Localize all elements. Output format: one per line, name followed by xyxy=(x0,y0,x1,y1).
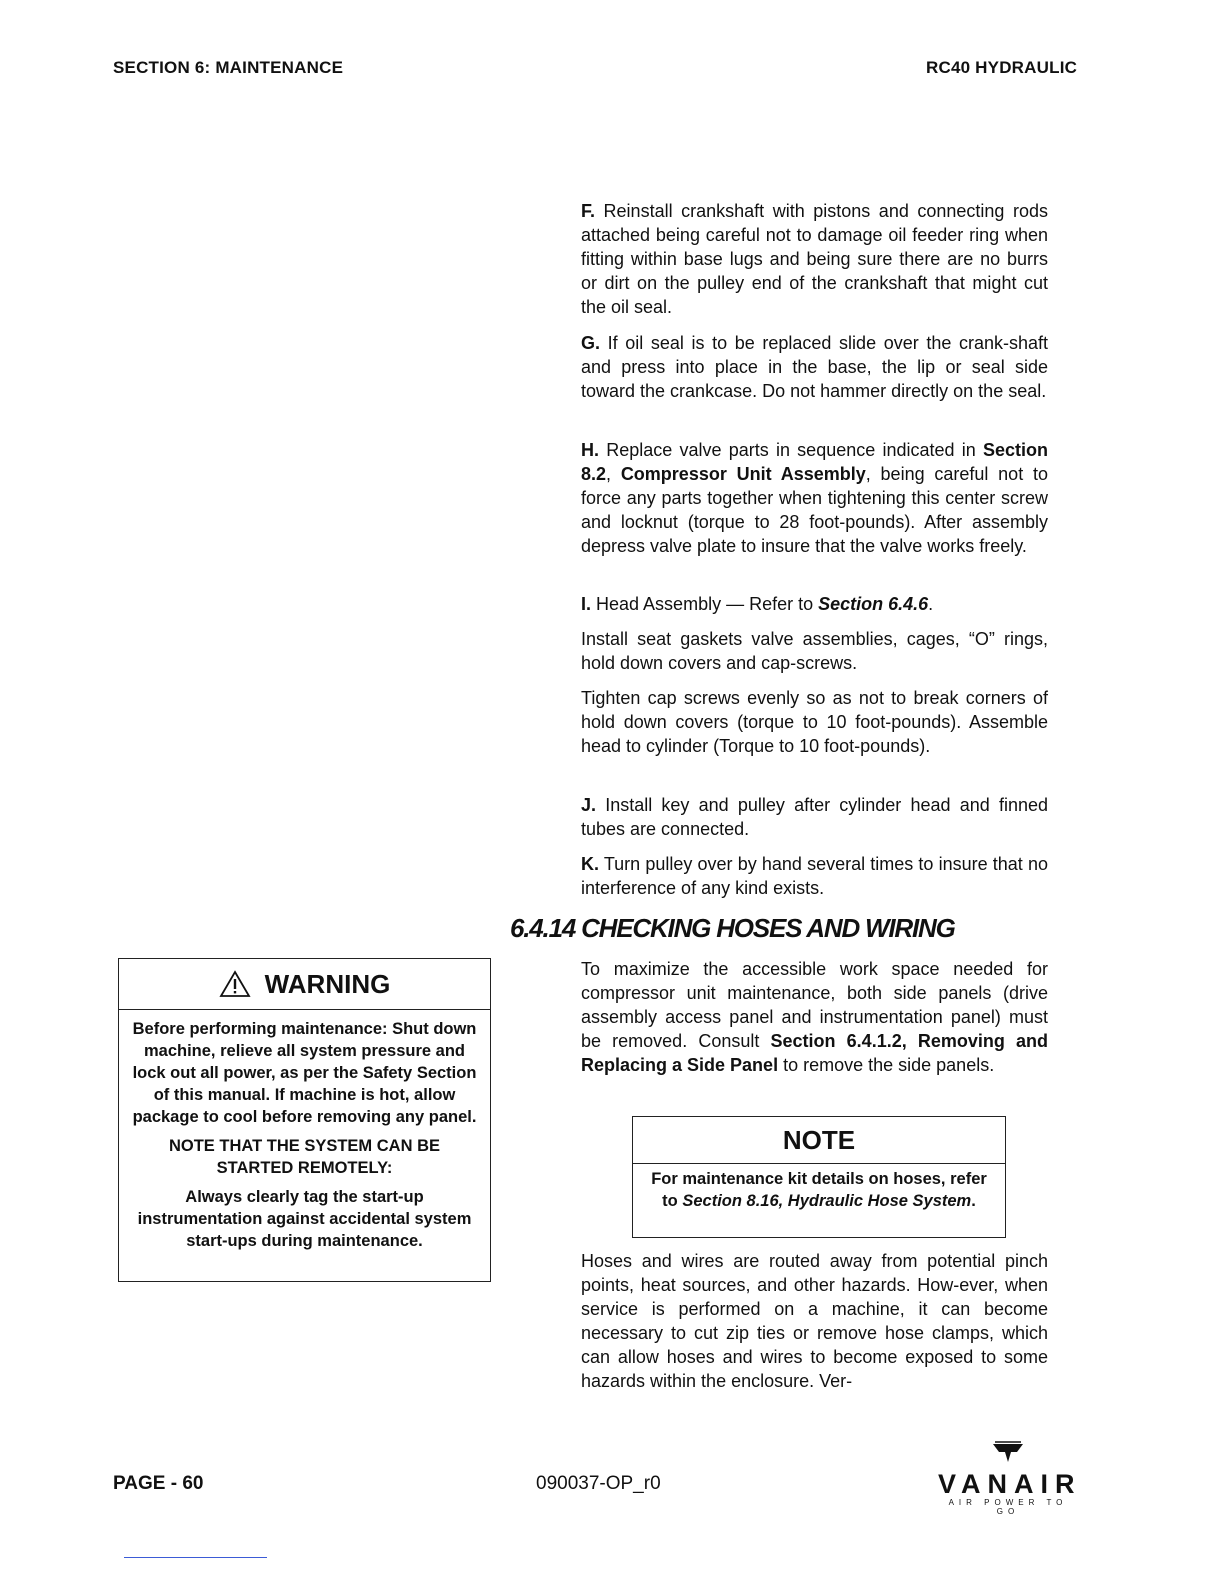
section-heading: 6.4.14 CHECKING HOSES AND WIRING xyxy=(510,913,955,943)
footer-page-number: PAGE - 60 xyxy=(113,1473,204,1494)
install-text: Install seat gaskets valve assemblies, cages, “O” rings, hold down covers and cap-screws. xyxy=(581,629,1048,673)
step-h-lead: H. xyxy=(581,440,599,460)
bottom-rule xyxy=(124,1557,267,1558)
warning-box xyxy=(118,958,491,1282)
intro-text-2: to remove the side panels. xyxy=(778,1055,995,1075)
step-h-separator: , xyxy=(606,464,621,484)
brand-name: VANAIR xyxy=(938,1469,1082,1499)
step-i-end: . xyxy=(928,594,934,614)
step-g xyxy=(581,331,1048,403)
footer-document-id: 090037-OP_r0 xyxy=(536,1473,661,1494)
warning-text-1: Before performing maintenance: Shut down machine, relieve all system pressure and lock out all power, as per the Safety Section of this manual. If machine is hot, allow package to cool before removing any panel. xyxy=(132,1020,477,1126)
step-g-lead: G. xyxy=(581,333,601,353)
step-j xyxy=(581,793,1048,841)
step-j-lead: J. xyxy=(581,795,597,815)
vanair-logo xyxy=(938,1440,1082,1516)
step-f-lead: F. xyxy=(581,201,596,221)
step-h xyxy=(581,438,1048,558)
intro-section-ref: Section 6.4.1.2, Removing and Replacing a Side Panel xyxy=(581,1031,1049,1075)
step-f xyxy=(581,199,1048,319)
warning-triangle-icon xyxy=(219,970,251,998)
warning-body xyxy=(119,1010,490,1252)
note-text: For maintenance kit details on hoses, refer to xyxy=(651,1170,987,1210)
step-h-text-2: , being careful not to force any parts together when tightening this center screw and locknut (torque to 28 foot-pounds). After assembly depress valve plate to insure that the valve works freely. xyxy=(581,464,1048,556)
step-h-ref-title: Compressor Unit Assembly xyxy=(620,464,866,484)
step-i-lead: I. xyxy=(581,594,592,614)
step-i xyxy=(581,592,1048,616)
step-i-section-ref: Section 6.4.6 xyxy=(818,594,929,614)
step-g-text: If oil seal is to be replaced slide over the crank-shaft and press into place in the base, the lip or seal side toward the crankcase. Do not hammer directly on the seal. xyxy=(581,333,1048,401)
step-k-lead: K. xyxy=(581,854,599,874)
step-f-text: Reinstall crankshaft with pistons and connecting rods attached being careful not to damage oil feeder ring when fitting within base lugs and being sure there are no burrs or dirt on the pulley end of the crankshaft that might cut the oil seal. xyxy=(581,201,1048,317)
warning-text-2: NOTE THAT THE SYSTEM CAN BE STARTED REMOTELY: xyxy=(168,1137,441,1177)
tighten-text: Tighten cap screws evenly so as not to break corners of hold down covers (torque to 10 foot-pounds). Assemble head to cylinder (Torque to 10 foot-pounds). xyxy=(581,688,1048,756)
step-h-text-1: Replace valve parts in sequence indicated in xyxy=(599,440,983,460)
note-end: . xyxy=(971,1192,976,1210)
step-h-section-ref: Section 8.2 xyxy=(581,440,1048,484)
note-title: NOTE xyxy=(633,1117,1005,1164)
tighten-paragraph xyxy=(581,686,1048,758)
warning-header xyxy=(119,959,490,1010)
hoses-paragraph xyxy=(581,1249,1048,1393)
step-k-text: Turn pulley over by hand several times to insure that no interference of any kind exists. xyxy=(581,854,1048,898)
brand-tagline: AIR POWER TO GO xyxy=(948,1498,1068,1516)
note-box xyxy=(632,1116,1006,1238)
step-j-text: Install key and pulley after cylinder head and finned tubes are connected. xyxy=(581,795,1048,839)
note-body xyxy=(633,1164,1005,1212)
install-paragraph xyxy=(581,627,1048,675)
warning-text-3: Always clearly tag the start-up instrumentation against accidental system start-ups during maintenance. xyxy=(137,1188,472,1250)
header-section-title: SECTION 6: MAINTENANCE xyxy=(113,58,344,77)
step-k xyxy=(581,852,1048,900)
warning-title: WARNING xyxy=(264,968,391,999)
hoses-text: Hoses and wires are routed away from potential pinch points, heat sources, and other hazards. How-ever, when service is performed on a machine, it can become necessary to cut zip ties or remove hose clamps, which can allow hoses and wires to become exposed to some hazards within the enclosure. Ver- xyxy=(581,1251,1048,1391)
vanair-emblem-icon xyxy=(991,1440,1025,1466)
section-intro xyxy=(581,957,1048,1077)
note-section-ref: Section 8.16, Hydraulic Hose System xyxy=(682,1192,972,1210)
header-product-name: RC40 HYDRAULIC xyxy=(926,58,1078,77)
step-i-text: Head Assembly — Refer to xyxy=(591,594,819,614)
intro-text-1: To maximize the accessible work space needed for compressor unit maintenance, both side panels (drive assembly access panel and instrumentation panel) must be removed. Consult xyxy=(581,959,1048,1051)
